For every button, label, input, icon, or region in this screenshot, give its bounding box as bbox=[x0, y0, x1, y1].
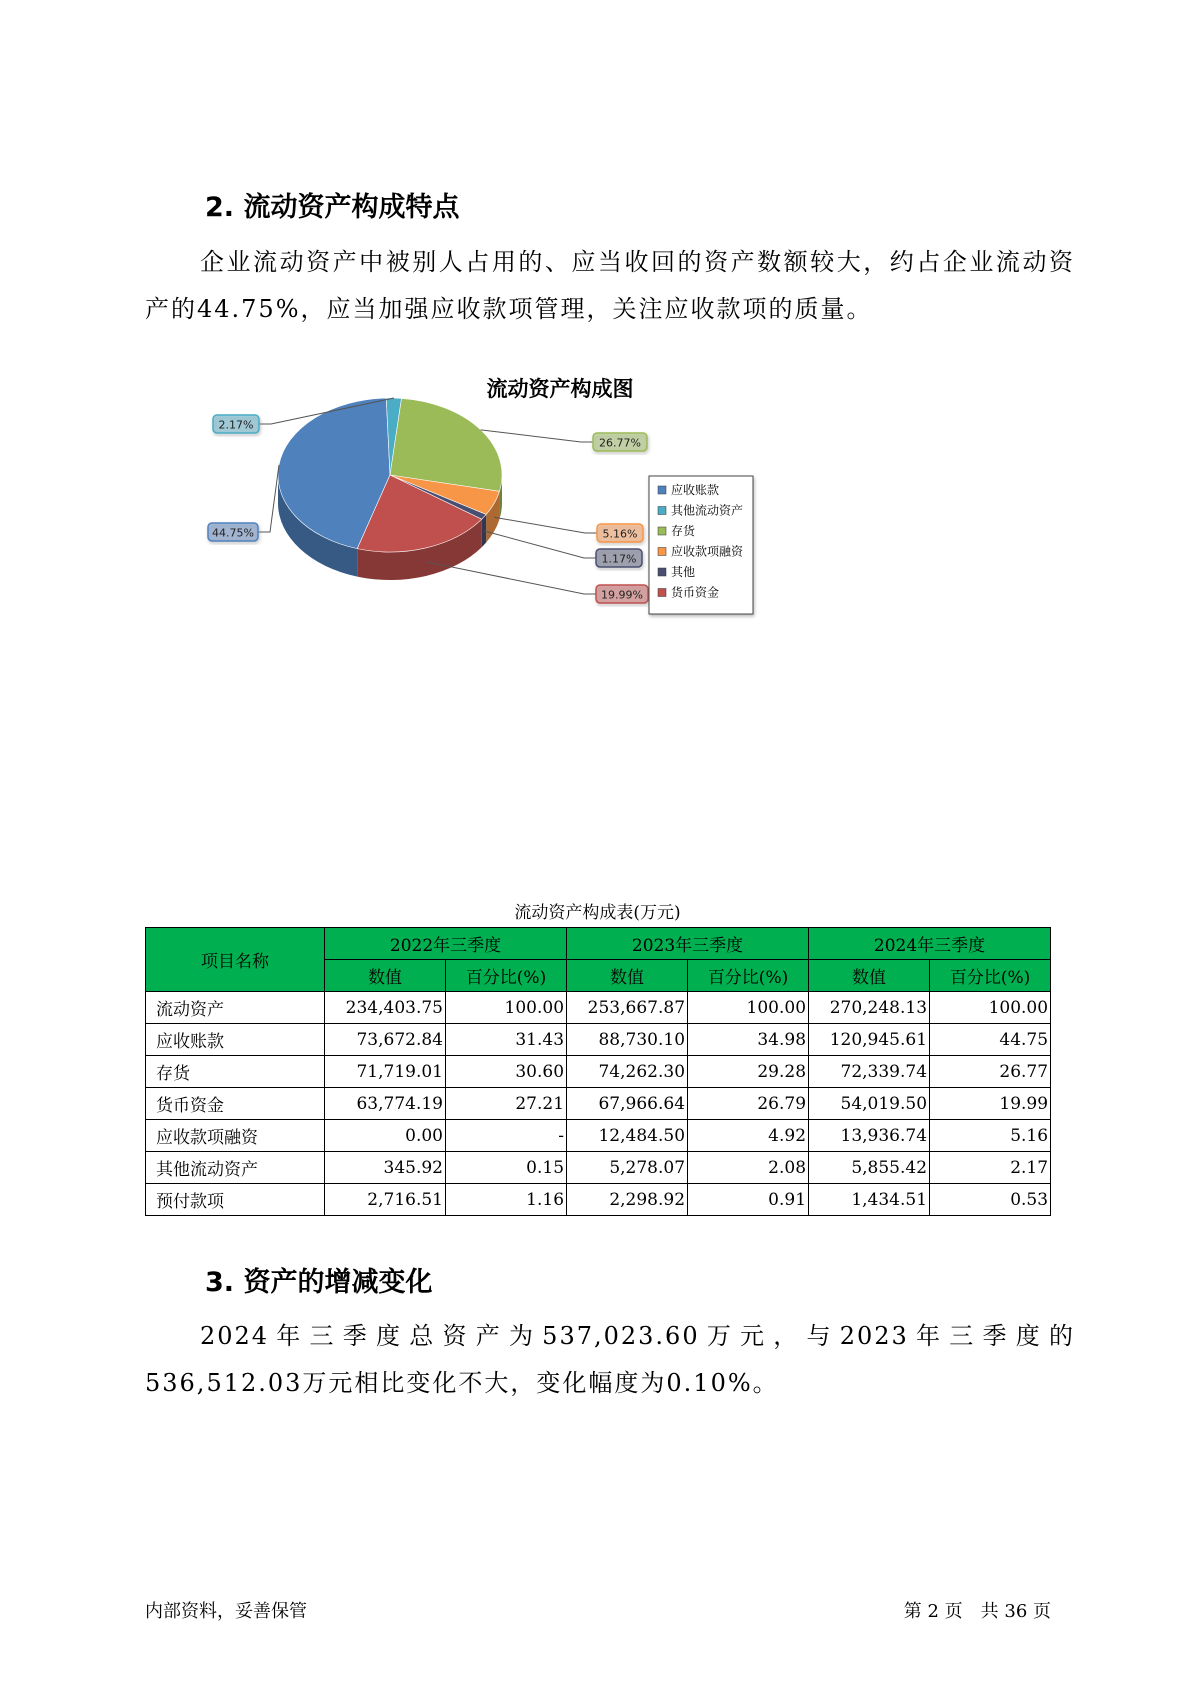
value-cell: 74,262.30 bbox=[567, 1056, 688, 1088]
value-cell: 5,855.42 bbox=[809, 1152, 930, 1184]
table-row bbox=[146, 1120, 1051, 1152]
current-assets-table bbox=[145, 927, 1051, 1216]
leader-line bbox=[484, 531, 596, 558]
row-label: 其他流动资产 bbox=[146, 1152, 325, 1184]
chart-legend bbox=[649, 476, 753, 614]
table-row bbox=[146, 1184, 1051, 1216]
legend-label: 其他流动资产 bbox=[671, 503, 744, 518]
sub-header: 百分比(%) bbox=[930, 960, 1051, 992]
table-caption: 流动资产构成表(万元) bbox=[514, 903, 681, 923]
footer-left: 内部资料，妥善保管 bbox=[145, 1601, 307, 1622]
data-label: 2.17% bbox=[218, 418, 254, 432]
legend-label: 货币资金 bbox=[671, 585, 720, 600]
value-cell: 345.92 bbox=[325, 1152, 446, 1184]
section3-heading: 3. 资产的增减变化 bbox=[205, 1267, 433, 1298]
percent-cell: 0.53 bbox=[930, 1184, 1051, 1216]
section2-paragraph: 企业流动资产中被别人占用的、应当收回的资产数额较大，约占企业流动资产的44.75%，应当加强应收款项管理，关注应收款项的质量。 bbox=[145, 248, 1075, 323]
legend-label: 存货 bbox=[671, 524, 696, 538]
row-label: 存货 bbox=[146, 1056, 325, 1088]
table-row bbox=[146, 1088, 1051, 1120]
legend-label: 应收账款 bbox=[671, 483, 720, 497]
footer-page-number: 第 2 页 共 36 页 bbox=[903, 1601, 1051, 1622]
percent-cell: 34.98 bbox=[688, 1024, 809, 1056]
percent-cell: 19.99 bbox=[930, 1088, 1051, 1120]
leader-line bbox=[481, 430, 593, 442]
row-label: 预付款项 bbox=[146, 1184, 325, 1216]
percent-cell: 100.00 bbox=[446, 992, 567, 1024]
sub-header: 数值 bbox=[567, 960, 688, 992]
percent-cell: 0.15 bbox=[446, 1152, 567, 1184]
value-cell: 13,936.74 bbox=[809, 1120, 930, 1152]
sub-header: 数值 bbox=[809, 960, 930, 992]
legend-label: 应收款项融资 bbox=[671, 544, 744, 559]
percent-cell: 31.43 bbox=[446, 1024, 567, 1056]
value-cell: 253,667.87 bbox=[567, 992, 688, 1024]
pie-top bbox=[278, 398, 502, 552]
data-label: 26.77% bbox=[599, 436, 641, 450]
period-header: 2022年三季度 bbox=[325, 928, 567, 960]
data-label: 19.99% bbox=[601, 588, 643, 602]
value-cell: 63,774.19 bbox=[325, 1088, 446, 1120]
percent-cell: 0.91 bbox=[688, 1184, 809, 1216]
chart-title: 流动资产构成图 bbox=[486, 377, 634, 401]
percent-cell: 29.28 bbox=[688, 1056, 809, 1088]
value-cell: 67,966.64 bbox=[567, 1088, 688, 1120]
legend-label: 其他 bbox=[671, 565, 696, 579]
percent-cell: 1.16 bbox=[446, 1184, 567, 1216]
period-header: 2024年三季度 bbox=[809, 928, 1051, 960]
sub-header: 百分比(%) bbox=[446, 960, 567, 992]
row-label: 货币资金 bbox=[146, 1088, 325, 1120]
data-label: 44.75% bbox=[212, 526, 254, 540]
value-cell: 5,278.07 bbox=[567, 1152, 688, 1184]
value-cell: 120,945.61 bbox=[809, 1024, 930, 1056]
table-row bbox=[146, 1056, 1051, 1088]
sub-header: 数值 bbox=[325, 960, 446, 992]
percent-cell: 2.17 bbox=[930, 1152, 1051, 1184]
legend-swatch bbox=[658, 486, 666, 494]
table-row bbox=[146, 1152, 1051, 1184]
period-header: 2023年三季度 bbox=[567, 928, 809, 960]
percent-cell: 30.60 bbox=[446, 1056, 567, 1088]
pie-chart-svg bbox=[190, 365, 850, 675]
percent-cell: 44.75 bbox=[930, 1024, 1051, 1056]
percent-cell: 27.21 bbox=[446, 1088, 567, 1120]
legend-swatch bbox=[658, 527, 666, 535]
legend-swatch bbox=[658, 507, 666, 515]
leader-line bbox=[258, 465, 279, 532]
percent-cell: 100.00 bbox=[930, 992, 1051, 1024]
value-cell: 2,298.92 bbox=[567, 1184, 688, 1216]
legend-swatch bbox=[658, 589, 666, 597]
row-label: 流动资产 bbox=[146, 992, 325, 1024]
legend-swatch bbox=[658, 548, 666, 556]
pie-chart bbox=[190, 365, 850, 675]
percent-cell: 100.00 bbox=[688, 992, 809, 1024]
value-cell: 54,019.50 bbox=[809, 1088, 930, 1120]
sub-header: 百分比(%) bbox=[688, 960, 809, 992]
percent-cell: 4.92 bbox=[688, 1120, 809, 1152]
legend-swatch bbox=[658, 568, 666, 576]
value-cell: 0.00 bbox=[325, 1120, 446, 1152]
data-label: 5.16% bbox=[602, 527, 638, 541]
value-cell: 270,248.13 bbox=[809, 992, 930, 1024]
value-cell: 71,719.01 bbox=[325, 1056, 446, 1088]
row-label: 应收款项融资 bbox=[146, 1120, 325, 1152]
value-cell: 234,403.75 bbox=[325, 992, 446, 1024]
corner-header: 项目名称 bbox=[146, 928, 325, 992]
data-label: 1.17% bbox=[601, 552, 637, 566]
value-cell: 12,484.50 bbox=[567, 1120, 688, 1152]
leader-line bbox=[426, 562, 596, 594]
table-body bbox=[146, 992, 1051, 1216]
value-cell: 72,339.74 bbox=[809, 1056, 930, 1088]
percent-cell: 26.79 bbox=[688, 1088, 809, 1120]
percent-cell: 2.08 bbox=[688, 1152, 809, 1184]
value-cell: 73,672.84 bbox=[325, 1024, 446, 1056]
row-label: 应收账款 bbox=[146, 1024, 325, 1056]
value-cell: 1,434.51 bbox=[809, 1184, 930, 1216]
percent-cell: - bbox=[446, 1120, 567, 1152]
percent-cell: 26.77 bbox=[930, 1056, 1051, 1088]
section3-paragraph: 2024年三季度总资产为537,023.60万元，与2023年三季度的536,512.03万元相比变化不大，变化幅度为0.10%。 bbox=[145, 1322, 1075, 1397]
leader-line bbox=[494, 517, 597, 533]
value-cell: 2,716.51 bbox=[325, 1184, 446, 1216]
section2-heading: 2. 流动资产构成特点 bbox=[205, 192, 460, 223]
value-cell: 88,730.10 bbox=[567, 1024, 688, 1056]
percent-cell: 5.16 bbox=[930, 1120, 1051, 1152]
table-row bbox=[146, 1024, 1051, 1056]
table-row bbox=[146, 992, 1051, 1024]
